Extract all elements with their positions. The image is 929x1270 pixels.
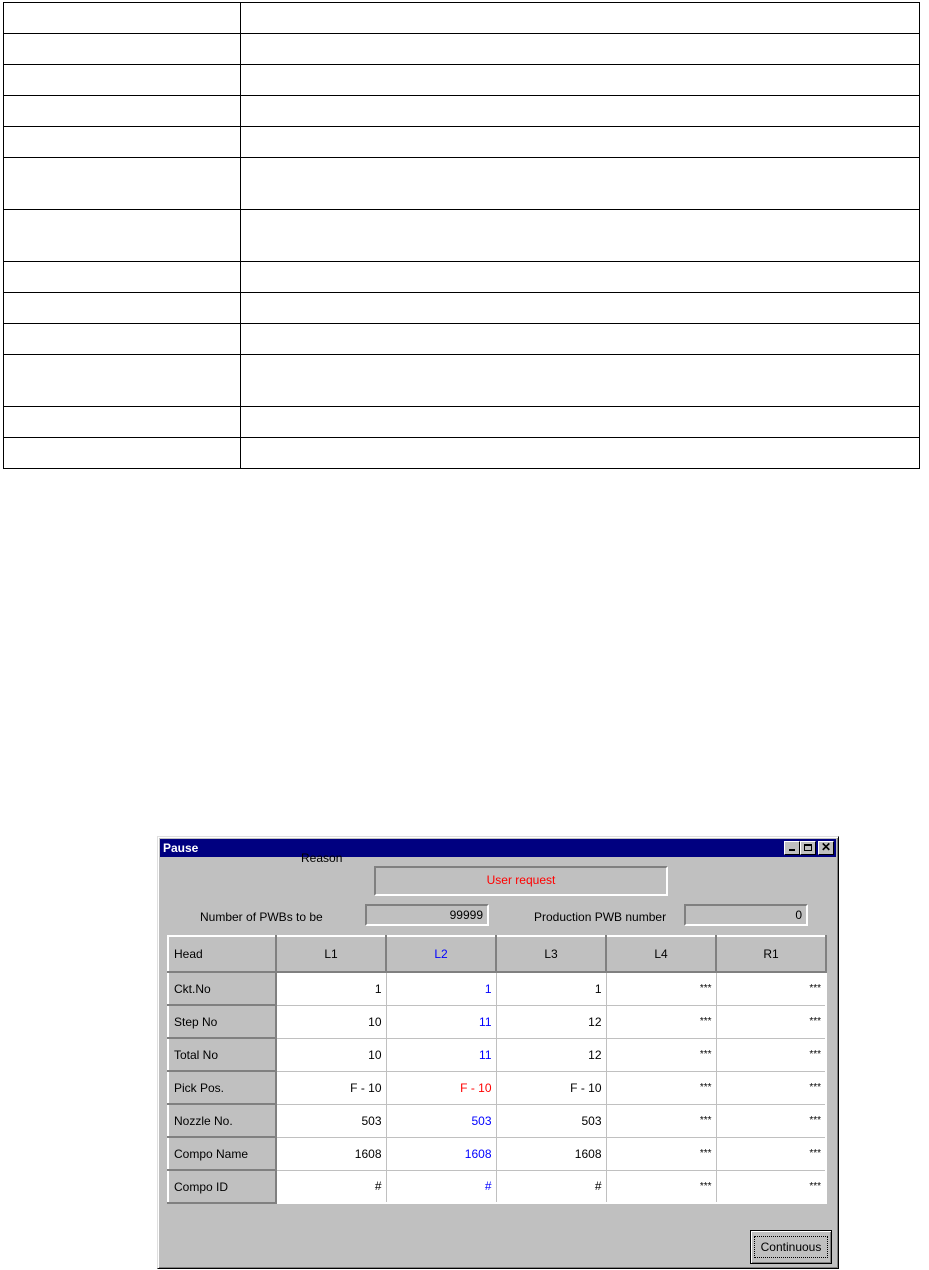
document-table-cell (4, 34, 241, 65)
document-table-row (4, 210, 920, 262)
reason-label: Reason (301, 851, 343, 865)
maximize-button[interactable] (800, 841, 816, 855)
document-table-cell (4, 407, 241, 438)
grid-cell: *** (606, 1071, 716, 1104)
grid-cell: 1 (496, 972, 606, 1005)
document-table-cell (4, 324, 241, 355)
document-table-cell (4, 65, 241, 96)
document-table-cell (241, 34, 920, 65)
grid-cell: 503 (276, 1104, 386, 1137)
document-table-row (4, 438, 920, 469)
document-table-cell (241, 407, 920, 438)
document-table-cell (4, 438, 241, 469)
maximize-icon (804, 844, 812, 851)
grid-cell: 1 (386, 972, 496, 1005)
grid-row (168, 1071, 826, 1104)
grid-row-label: Pick Pos. (168, 1071, 276, 1104)
document-table-row (4, 65, 920, 96)
grid-cell: *** (716, 1005, 826, 1038)
document-table-cell (241, 438, 920, 469)
grid-cell: *** (716, 1137, 826, 1170)
document-table-row (4, 262, 920, 293)
grid-row (168, 1137, 826, 1170)
grid-cell: *** (716, 972, 826, 1005)
grid-column-header[interactable]: L3 (496, 936, 606, 972)
grid-cell: 503 (496, 1104, 606, 1137)
document-table-row (4, 34, 920, 65)
document-table-cell (241, 210, 920, 262)
grid-row (168, 1104, 826, 1137)
grid-column-header[interactable]: L4 (606, 936, 716, 972)
document-table-row (4, 324, 920, 355)
grid-row (168, 1038, 826, 1071)
reason-value: User request (486, 873, 556, 887)
document-table-cell (4, 127, 241, 158)
document-table-row (4, 96, 920, 127)
document-table-cell (241, 293, 920, 324)
grid-row-label: Nozzle No. (168, 1104, 276, 1137)
grid-cell: F - 10 (386, 1071, 496, 1104)
grid-cell: *** (606, 1170, 716, 1203)
grid-row-label: Compo ID (168, 1170, 276, 1203)
grid-cell: # (386, 1170, 496, 1203)
document-table-cell (4, 355, 241, 407)
continuous-button[interactable] (750, 1230, 832, 1264)
document-table-row (4, 127, 920, 158)
document-table-cell (241, 96, 920, 127)
production-pwb-label: Production PWB number (534, 910, 667, 924)
pwb-to-be-value: 99999 (449, 908, 483, 922)
dialog-title: Pause (163, 841, 199, 855)
document-table-cell (4, 262, 241, 293)
pwb-to-be-label: Number of PWBs to be (200, 910, 323, 924)
grid-cell: # (496, 1170, 606, 1203)
document-table-row (4, 3, 920, 34)
grid-cell: *** (716, 1038, 826, 1071)
document-table-cell (241, 262, 920, 293)
document-table-cell (4, 210, 241, 262)
grid-row (168, 972, 826, 1005)
grid-cell: *** (606, 1104, 716, 1137)
grid-cell: 503 (386, 1104, 496, 1137)
grid-row-label: Step No (168, 1005, 276, 1038)
grid-row-label: Ckt.No (168, 972, 276, 1005)
head-status-grid (167, 935, 827, 1204)
grid-cell: *** (606, 1137, 716, 1170)
document-table-cell (241, 3, 920, 34)
document-table-row (4, 407, 920, 438)
close-button[interactable] (818, 841, 834, 855)
grid-cell: *** (716, 1104, 826, 1137)
minimize-button[interactable] (784, 841, 800, 855)
document-table-cell (4, 96, 241, 127)
document-table (3, 2, 920, 469)
grid-cell: # (276, 1170, 386, 1203)
grid-cell: F - 10 (496, 1071, 606, 1104)
document-table-cell (4, 158, 241, 210)
grid-row-label: Compo Name (168, 1137, 276, 1170)
grid-cell: *** (716, 1071, 826, 1104)
document-table-cell (241, 158, 920, 210)
grid-cell: 1 (276, 972, 386, 1005)
grid-cell: 1608 (496, 1137, 606, 1170)
grid-column-header[interactable]: L2 (386, 936, 496, 972)
production-pwb-value: 0 (795, 908, 802, 922)
production-pwb-field (684, 904, 808, 926)
pwb-to-be-field (365, 904, 489, 926)
grid-cell: 12 (496, 1005, 606, 1038)
continuous-button-label: Continuous (754, 1236, 829, 1258)
grid-row (168, 1170, 826, 1203)
grid-cell: 12 (496, 1038, 606, 1071)
grid-cell: 10 (276, 1038, 386, 1071)
grid-row-label: Total No (168, 1038, 276, 1071)
title-bar (160, 839, 836, 857)
grid-cell: 11 (386, 1038, 496, 1071)
close-icon: ✕ (820, 840, 832, 854)
document-table-cell (241, 65, 920, 96)
grid-cell: 11 (386, 1005, 496, 1038)
grid-column-header[interactable]: R1 (716, 936, 826, 972)
grid-cell: 10 (276, 1005, 386, 1038)
document-table-cell (4, 3, 241, 34)
grid-cell: *** (606, 972, 716, 1005)
document-table-row (4, 293, 920, 324)
grid-cell: *** (606, 1005, 716, 1038)
reason-field (374, 866, 668, 896)
document-table-cell (241, 127, 920, 158)
grid-cell: *** (716, 1170, 826, 1203)
grid-column-header[interactable]: L1 (276, 936, 386, 972)
document-table-row (4, 355, 920, 407)
grid-cell: 1608 (386, 1137, 496, 1170)
grid-head-label: Head (168, 936, 276, 972)
grid-cell: 1608 (276, 1137, 386, 1170)
grid-cell: *** (606, 1038, 716, 1071)
grid-row (168, 1005, 826, 1038)
document-table-cell (241, 355, 920, 407)
minimize-icon (789, 849, 795, 851)
grid-cell: F - 10 (276, 1071, 386, 1104)
document-table-cell (4, 293, 241, 324)
document-table-cell (241, 324, 920, 355)
document-table-row (4, 158, 920, 210)
